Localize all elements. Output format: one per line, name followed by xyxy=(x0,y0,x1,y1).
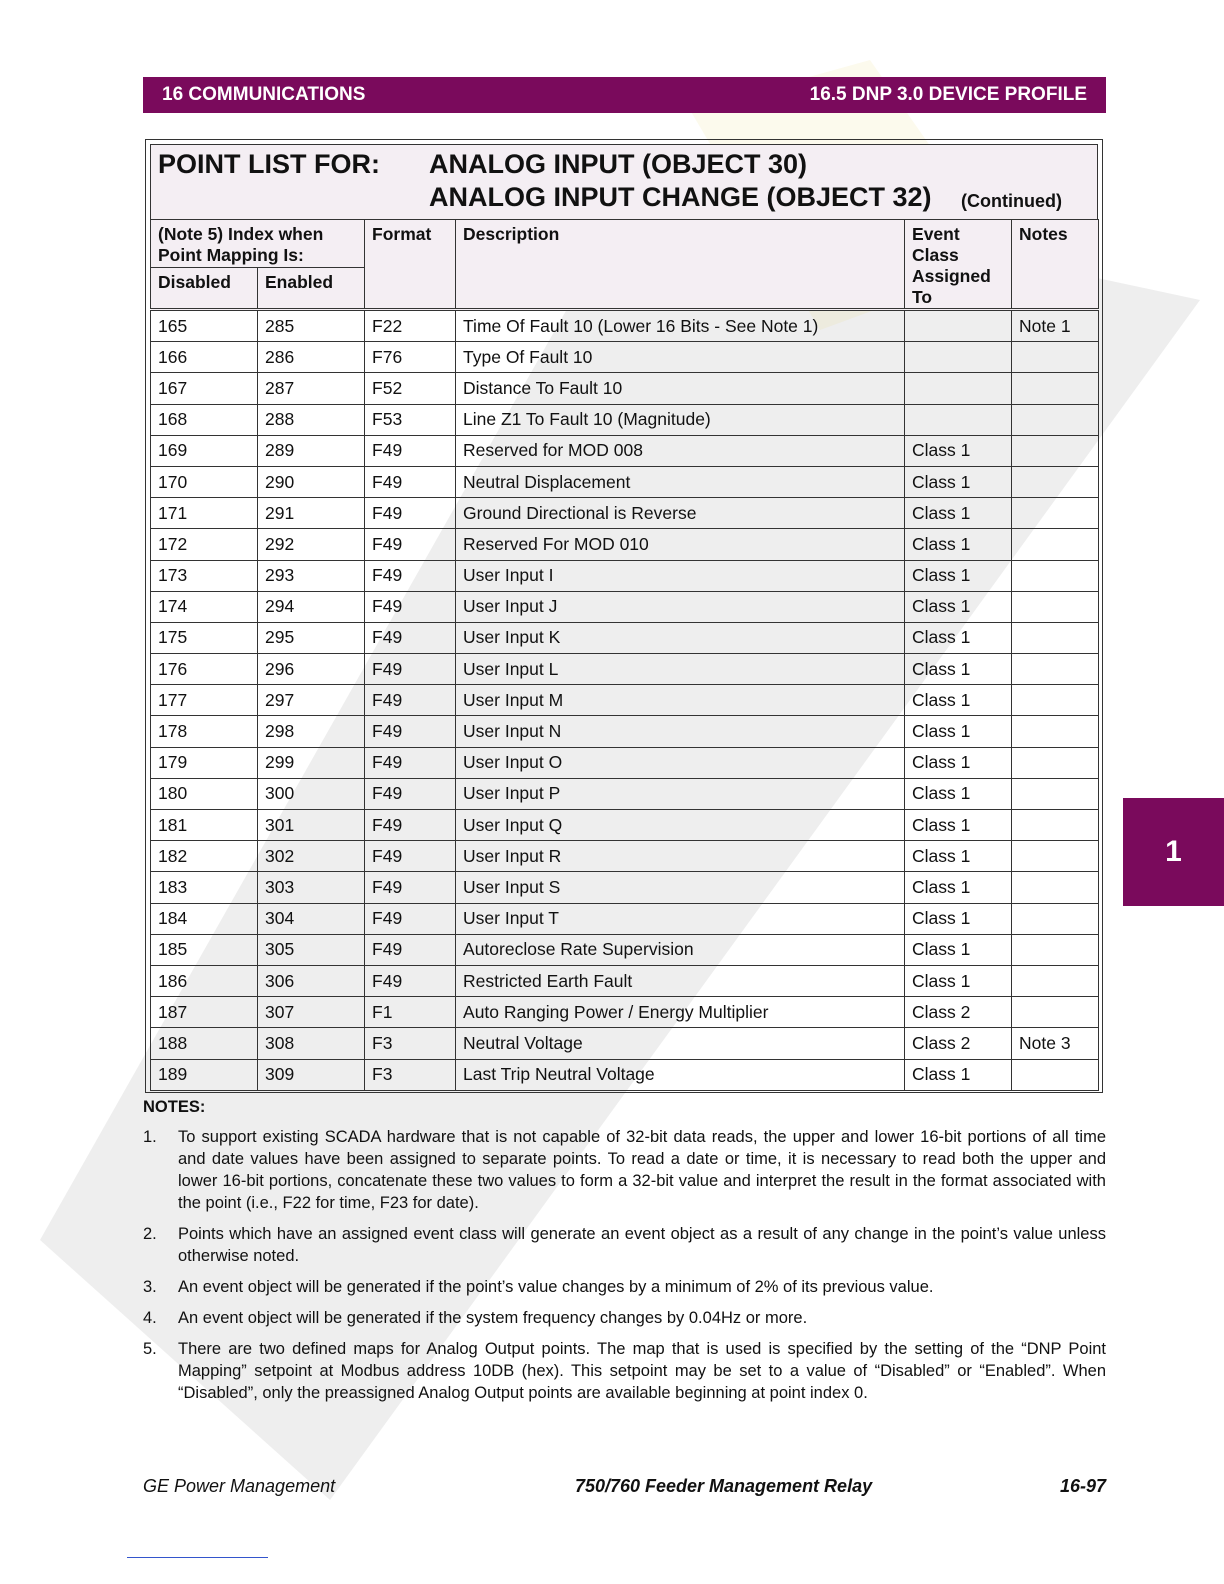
cell-description: Reserved for MOD 008 xyxy=(456,435,905,466)
cell-format: F1 xyxy=(365,997,456,1028)
cell-format: F49 xyxy=(365,622,456,653)
note-number: 2. xyxy=(143,1225,157,1243)
cell-description: User Input M xyxy=(456,685,905,716)
footer-company: GE Power Management xyxy=(143,1476,336,1496)
cell-enabled: 308 xyxy=(258,1028,365,1059)
cell-description: User Input S xyxy=(456,872,905,903)
cell-event-class: Class 1 xyxy=(905,872,1012,903)
cell-format: F49 xyxy=(365,654,456,685)
cell-description: User Input O xyxy=(456,747,905,778)
cell-disabled: 165 xyxy=(151,310,258,342)
cell-event-class xyxy=(905,373,1012,404)
cell-description: Reserved For MOD 010 xyxy=(456,529,905,560)
cell-disabled: 174 xyxy=(151,591,258,622)
cell-enabled: 296 xyxy=(258,654,365,685)
cell-notes xyxy=(1012,934,1099,965)
point-list-table xyxy=(150,219,1099,1091)
cell-event-class: Class 1 xyxy=(905,903,1012,934)
table-row xyxy=(151,747,1099,778)
cell-enabled: 295 xyxy=(258,622,365,653)
cell-description: User Input R xyxy=(456,841,905,872)
cell-enabled: 293 xyxy=(258,560,365,591)
notes-section xyxy=(143,1096,1106,1413)
cell-event-class: Class 2 xyxy=(905,997,1012,1028)
cell-disabled: 189 xyxy=(151,1059,258,1090)
cell-description: User Input K xyxy=(456,622,905,653)
cell-notes xyxy=(1012,591,1099,622)
cell-description: User Input P xyxy=(456,778,905,809)
cell-event-class: Class 1 xyxy=(905,560,1012,591)
table-row xyxy=(151,560,1099,591)
note-number: 4. xyxy=(143,1309,157,1327)
table-row xyxy=(151,373,1099,404)
cell-enabled: 289 xyxy=(258,435,365,466)
note-text: An event object will be generated if the system frequency changes by 0.04Hz or more. xyxy=(178,1309,808,1327)
table-row xyxy=(151,872,1099,903)
cell-disabled: 183 xyxy=(151,872,258,903)
cell-enabled: 292 xyxy=(258,529,365,560)
table-row xyxy=(151,498,1099,529)
cell-enabled: 291 xyxy=(258,498,365,529)
cell-format: F53 xyxy=(365,404,456,435)
cell-format: F49 xyxy=(365,965,456,996)
cell-disabled: 177 xyxy=(151,685,258,716)
page-footer xyxy=(143,1476,1106,1497)
cell-enabled: 302 xyxy=(258,841,365,872)
table-title-line2: ANALOG INPUT CHANGE (OBJECT 32) xyxy=(429,182,932,212)
cell-description: User Input L xyxy=(456,654,905,685)
cell-notes xyxy=(1012,435,1099,466)
cell-description: Neutral Displacement xyxy=(456,466,905,497)
cell-disabled: 179 xyxy=(151,747,258,778)
table-row xyxy=(151,841,1099,872)
cell-notes xyxy=(1012,747,1099,778)
table-title-box xyxy=(150,144,1098,219)
cell-description: User Input T xyxy=(456,903,905,934)
table-row xyxy=(151,934,1099,965)
cell-disabled: 184 xyxy=(151,903,258,934)
cell-disabled: 170 xyxy=(151,466,258,497)
cell-format: F76 xyxy=(365,342,456,373)
cell-disabled: 180 xyxy=(151,778,258,809)
cell-disabled: 188 xyxy=(151,1028,258,1059)
cell-notes xyxy=(1012,872,1099,903)
cell-notes xyxy=(1012,498,1099,529)
table-row xyxy=(151,342,1099,373)
cell-event-class: Class 1 xyxy=(905,622,1012,653)
cell-event-class: Class 1 xyxy=(905,466,1012,497)
note-text: There are two defined maps for Analog Output points. The map that is used is specified by the setting of the “DNP Point Mapping” setpoint at Modbus address 10DB (hex). This setpoint may be set to a value of “Disabled” or “Enabled”. When “Disabled”, only the preassigned Analog Output points are available beginning at point index 0. xyxy=(178,1340,1106,1402)
index-group-header: (Note 5) Index when Point Mapping Is: xyxy=(151,220,365,268)
cell-enabled: 287 xyxy=(258,373,365,404)
notes-heading: NOTES: xyxy=(143,1098,206,1116)
cell-notes xyxy=(1012,965,1099,996)
cell-event-class: Class 1 xyxy=(905,1059,1012,1090)
table-row xyxy=(151,404,1099,435)
cell-format: F49 xyxy=(365,716,456,747)
cell-description: Last Trip Neutral Voltage xyxy=(456,1059,905,1090)
table-row xyxy=(151,310,1099,342)
cell-event-class xyxy=(905,310,1012,342)
cell-notes: Note 3 xyxy=(1012,1028,1099,1059)
cell-event-class: Class 1 xyxy=(905,965,1012,996)
cell-enabled: 294 xyxy=(258,591,365,622)
cell-disabled: 181 xyxy=(151,810,258,841)
cell-disabled: 166 xyxy=(151,342,258,373)
note-text: Points which have an assigned event class will generate an event object as a result of any change in the point’s value unless otherwise noted. xyxy=(178,1225,1106,1265)
cell-notes xyxy=(1012,560,1099,591)
cell-enabled: 306 xyxy=(258,965,365,996)
cell-disabled: 168 xyxy=(151,404,258,435)
cell-notes xyxy=(1012,716,1099,747)
cell-format: F49 xyxy=(365,841,456,872)
cell-event-class: Class 1 xyxy=(905,498,1012,529)
cell-format: F49 xyxy=(365,872,456,903)
footer-page-number: 16-97 xyxy=(1059,1476,1106,1496)
table-row xyxy=(151,622,1099,653)
cell-event-class: Class 1 xyxy=(905,685,1012,716)
cell-event-class xyxy=(905,404,1012,435)
cell-enabled: 286 xyxy=(258,342,365,373)
cell-description: Distance To Fault 10 xyxy=(456,373,905,404)
cell-enabled: 297 xyxy=(258,685,365,716)
cell-notes xyxy=(1012,1059,1099,1090)
chapter-title: 16 COMMUNICATIONS xyxy=(162,84,366,105)
cell-event-class: Class 2 xyxy=(905,1028,1012,1059)
cell-notes xyxy=(1012,903,1099,934)
point-list-table-frame xyxy=(145,139,1103,1093)
note-item xyxy=(143,1307,1106,1329)
cell-format: F49 xyxy=(365,560,456,591)
cell-notes xyxy=(1012,529,1099,560)
notes-list xyxy=(143,1126,1106,1404)
cell-notes xyxy=(1012,654,1099,685)
table-row xyxy=(151,778,1099,809)
cell-disabled: 186 xyxy=(151,965,258,996)
cell-event-class: Class 1 xyxy=(905,435,1012,466)
cell-notes xyxy=(1012,373,1099,404)
cell-enabled: 301 xyxy=(258,810,365,841)
cell-format: F3 xyxy=(365,1028,456,1059)
table-row xyxy=(151,903,1099,934)
cell-enabled: 299 xyxy=(258,747,365,778)
table-row xyxy=(151,965,1099,996)
cell-event-class: Class 1 xyxy=(905,778,1012,809)
cell-disabled: 172 xyxy=(151,529,258,560)
cell-event-class: Class 1 xyxy=(905,841,1012,872)
cell-enabled: 307 xyxy=(258,997,365,1028)
table-row xyxy=(151,1028,1099,1059)
cell-enabled: 309 xyxy=(258,1059,365,1090)
note-item xyxy=(143,1338,1106,1404)
cell-format: F52 xyxy=(365,373,456,404)
cell-disabled: 167 xyxy=(151,373,258,404)
cell-format: F22 xyxy=(365,310,456,342)
format-header: Format xyxy=(365,220,456,310)
cell-notes xyxy=(1012,778,1099,809)
cell-notes xyxy=(1012,622,1099,653)
cell-format: F49 xyxy=(365,498,456,529)
section-header-bar xyxy=(143,77,1106,113)
cell-disabled: 169 xyxy=(151,435,258,466)
cell-format: F49 xyxy=(365,435,456,466)
cell-enabled: 305 xyxy=(258,934,365,965)
cell-event-class: Class 1 xyxy=(905,591,1012,622)
cell-notes xyxy=(1012,841,1099,872)
note-text: To support existing SCADA hardware that is not capable of 32-bit data reads, the upper and lower 16-bit portions of all time and date values have been assigned to separate points. To read a date or time, it is necessary to read both the upper and lower 16-bit portions, concatenate these two values to form a 32-bit value and interpret the result in the format associated with the point (i.e., F22 for time, F23 for date). xyxy=(178,1128,1106,1212)
cell-description: User Input N xyxy=(456,716,905,747)
table-row xyxy=(151,591,1099,622)
cell-enabled: 303 xyxy=(258,872,365,903)
cell-description: Time Of Fault 10 (Lower 16 Bits - See Note 1) xyxy=(456,310,905,342)
note-item xyxy=(143,1276,1106,1298)
table-title-line1: ANALOG INPUT (OBJECT 30) xyxy=(429,149,808,179)
cell-format: F49 xyxy=(365,810,456,841)
cell-format: F49 xyxy=(365,591,456,622)
cell-enabled: 300 xyxy=(258,778,365,809)
disabled-header: Disabled xyxy=(151,267,258,309)
cell-event-class: Class 1 xyxy=(905,747,1012,778)
cell-notes xyxy=(1012,810,1099,841)
section-title: 16.5 DNP 3.0 DEVICE PROFILE xyxy=(809,84,1087,105)
chapter-side-tab[interactable] xyxy=(1123,798,1224,906)
cell-description: Autoreclose Rate Supervision xyxy=(456,934,905,965)
note-item xyxy=(143,1223,1106,1267)
note-item xyxy=(143,1126,1106,1214)
event-class-header: Event Class Assigned To xyxy=(905,220,1012,310)
table-row xyxy=(151,466,1099,497)
cell-enabled: 288 xyxy=(258,404,365,435)
table-continued-label: (Continued) xyxy=(961,191,1062,211)
cell-description: Neutral Voltage xyxy=(456,1028,905,1059)
point-list-label: POINT LIST FOR: xyxy=(158,149,380,179)
cell-format: F49 xyxy=(365,934,456,965)
cell-event-class xyxy=(905,342,1012,373)
cell-format: F49 xyxy=(365,778,456,809)
cell-description: User Input I xyxy=(456,560,905,591)
cell-format: F49 xyxy=(365,529,456,560)
table-body xyxy=(151,310,1099,1091)
notes-header: Notes xyxy=(1012,220,1099,310)
cell-format: F49 xyxy=(365,903,456,934)
table-row xyxy=(151,529,1099,560)
note-number: 1. xyxy=(143,1128,157,1146)
cell-disabled: 185 xyxy=(151,934,258,965)
cell-event-class: Class 1 xyxy=(905,529,1012,560)
cell-enabled: 304 xyxy=(258,903,365,934)
cell-disabled: 176 xyxy=(151,654,258,685)
cell-disabled: 171 xyxy=(151,498,258,529)
cell-event-class: Class 1 xyxy=(905,934,1012,965)
cell-notes xyxy=(1012,466,1099,497)
enabled-header: Enabled xyxy=(258,267,365,309)
cell-disabled: 178 xyxy=(151,716,258,747)
cell-enabled: 298 xyxy=(258,716,365,747)
cell-notes: Note 1 xyxy=(1012,310,1099,342)
cell-disabled: 187 xyxy=(151,997,258,1028)
cell-event-class: Class 1 xyxy=(905,654,1012,685)
cell-notes xyxy=(1012,685,1099,716)
cell-description: User Input J xyxy=(456,591,905,622)
cell-format: F49 xyxy=(365,747,456,778)
note-text: An event object will be generated if the point’s value changes by a minimum of 2% of its previous value. xyxy=(178,1278,934,1296)
cell-notes xyxy=(1012,404,1099,435)
description-header: Description xyxy=(456,220,905,310)
cell-format: F49 xyxy=(365,685,456,716)
footer-product: 750/760 Feeder Management Relay xyxy=(574,1476,873,1496)
cell-enabled: 290 xyxy=(258,466,365,497)
cell-disabled: 182 xyxy=(151,841,258,872)
cell-notes xyxy=(1012,342,1099,373)
cell-disabled: 173 xyxy=(151,560,258,591)
cell-event-class: Class 1 xyxy=(905,810,1012,841)
table-row xyxy=(151,685,1099,716)
cell-enabled: 285 xyxy=(258,310,365,342)
table-row xyxy=(151,1059,1099,1090)
chapter-tab-label: 1 xyxy=(1165,835,1182,868)
cell-format: F3 xyxy=(365,1059,456,1090)
cell-description: Line Z1 To Fault 10 (Magnitude) xyxy=(456,404,905,435)
table-row xyxy=(151,716,1099,747)
table-row xyxy=(151,435,1099,466)
cell-description: Auto Ranging Power / Energy Multiplier xyxy=(456,997,905,1028)
cell-description: Ground Directional is Reverse xyxy=(456,498,905,529)
table-row xyxy=(151,810,1099,841)
bottom-divider xyxy=(127,1557,268,1558)
cell-notes xyxy=(1012,997,1099,1028)
cell-disabled: 175 xyxy=(151,622,258,653)
table-row xyxy=(151,654,1099,685)
cell-description: User Input Q xyxy=(456,810,905,841)
note-number: 5. xyxy=(143,1340,157,1358)
table-row xyxy=(151,997,1099,1028)
cell-description: Restricted Earth Fault xyxy=(456,965,905,996)
cell-description: Type Of Fault 10 xyxy=(456,342,905,373)
cell-event-class: Class 1 xyxy=(905,716,1012,747)
note-number: 3. xyxy=(143,1278,157,1296)
cell-format: F49 xyxy=(365,466,456,497)
